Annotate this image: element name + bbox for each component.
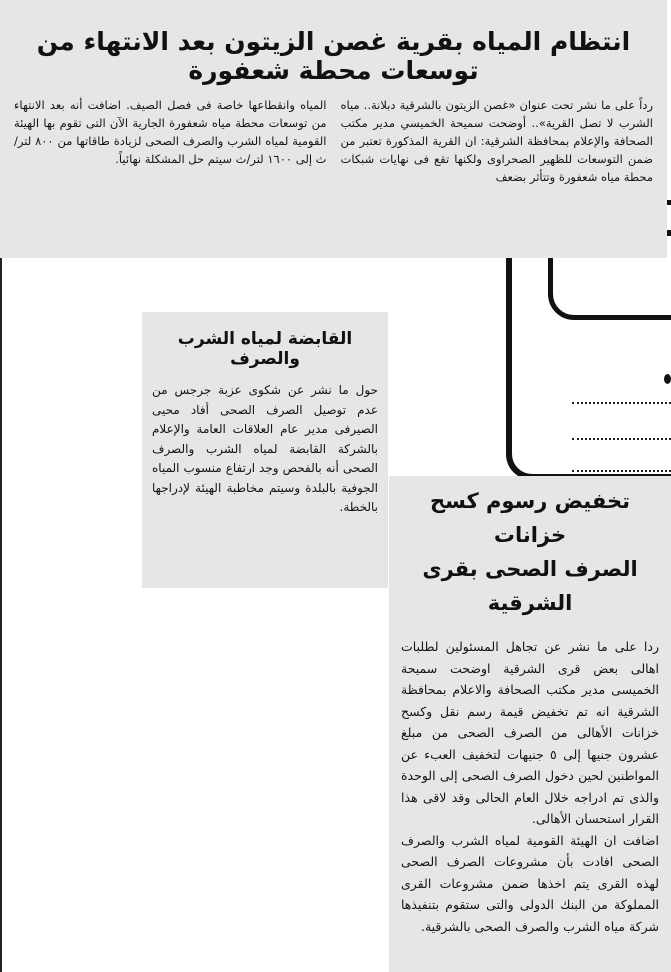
clipping-headline: انتظام المياه بقرية غصن الزيتون بعد الانتهاء من توسعات محطة شعفورة — [36, 27, 631, 85]
article-body — [152, 381, 378, 518]
article-paragraph-2: اضافت ان الهيئة القومية لمياه الشرب والصرف الصحى افادت بأن مشروعات الصرف الصحى لهذه القرى يتم اخذها ضمن مشروعات القرى المملوكة من البنك الدولى والتى ستقوم بتنفيذها شركة مياه الشرب والصرف الصحى بالشرقية. — [401, 832, 659, 934]
article-text: رداً على ما نشر تحت عنوان «غصن الزيتون بالشرقية دبلانة.. مياه الشرب لا تصل القرية».. أوضحت سميحة الخميسي مدير مكتب الصحافة والإعلام بمحافظة الشرقية: ان القرية المذكورة تعتبر من ضمن التوسعات للظهير الصحراوى ولكنها تقع فى نهايات شبكات محطة مياه شعفورة وتتأثر بضعف — [340, 97, 653, 184]
background-dotted-line — [572, 402, 671, 404]
article-paragraph-1: ردا على ما نشر عن تجاهل المسئولين لطلبات اهالى بعض قرى الشرقية اوضحت سميحة الخميسى مدير مكتب الصحافة والاعلام بمحافظة الشرقية انه تم تخفيض قيمة رسم نقل وكسح خزانات الأهالى من الصرف الصحى من مبلغ عشرون جنيها إلى ٥ جنيهات لتخفيف العبء عن المواطنين لحين دخول الصرف الصحى إلى الوحدة والذى تم ادراجه خلال العام الحالى وقد لاقى هذا القرار استحسان الأهالى. — [401, 639, 660, 826]
clipping-headline — [401, 484, 659, 636]
article-body — [401, 636, 659, 937]
background-margin-line — [0, 258, 2, 972]
article-column-left — [14, 96, 327, 186]
news-clipping-sewage-fees — [389, 476, 671, 972]
news-clipping-holding-company — [142, 312, 388, 588]
news-clipping-water-supply — [0, 0, 667, 258]
clipping-headline: القابضة لمياه الشرب والصرف — [177, 329, 353, 369]
background-dotted-line — [572, 438, 671, 440]
clipping-columns — [8, 96, 659, 186]
headline-line-2: الصرف الصحى بقرى الشرقية — [422, 557, 638, 615]
article-column-right — [341, 96, 654, 186]
article-text: حول ما نشر عن شكوى عزبة جرجس من عدم توصيل الصرف الصحى أفاد محيى الصيرفى مدير عام العلاقات العامة والإعلام بالشركة القابضة لمياه الشرب والصرف الصحى أنه بالفحص وجد ارتفاع منسوب المياه الجوفية بالبلدة وسيتم مخاطبة الهيئة لإدراجها بالخطة. — [152, 383, 378, 515]
article-text: المياه وانقطاعها خاصة فى فصل الصيف. اضافت أنه بعد الانتهاء من توسعات محطة مياه شعفورة الجارية الآن التى تقوم بها الهيئة القومية لمياه الشرب والصرف الصحى لزيادة طاقاتها من ٨٠٠ لتر/ث إلى ١٦٠٠ لتر/ث سيتم حل المشكلة نهائياً. — [14, 97, 327, 166]
headline-line-1: تخفيض رسوم كسح خزانات — [430, 489, 630, 547]
background-mark — [664, 374, 671, 384]
background-dotted-line — [572, 470, 671, 472]
